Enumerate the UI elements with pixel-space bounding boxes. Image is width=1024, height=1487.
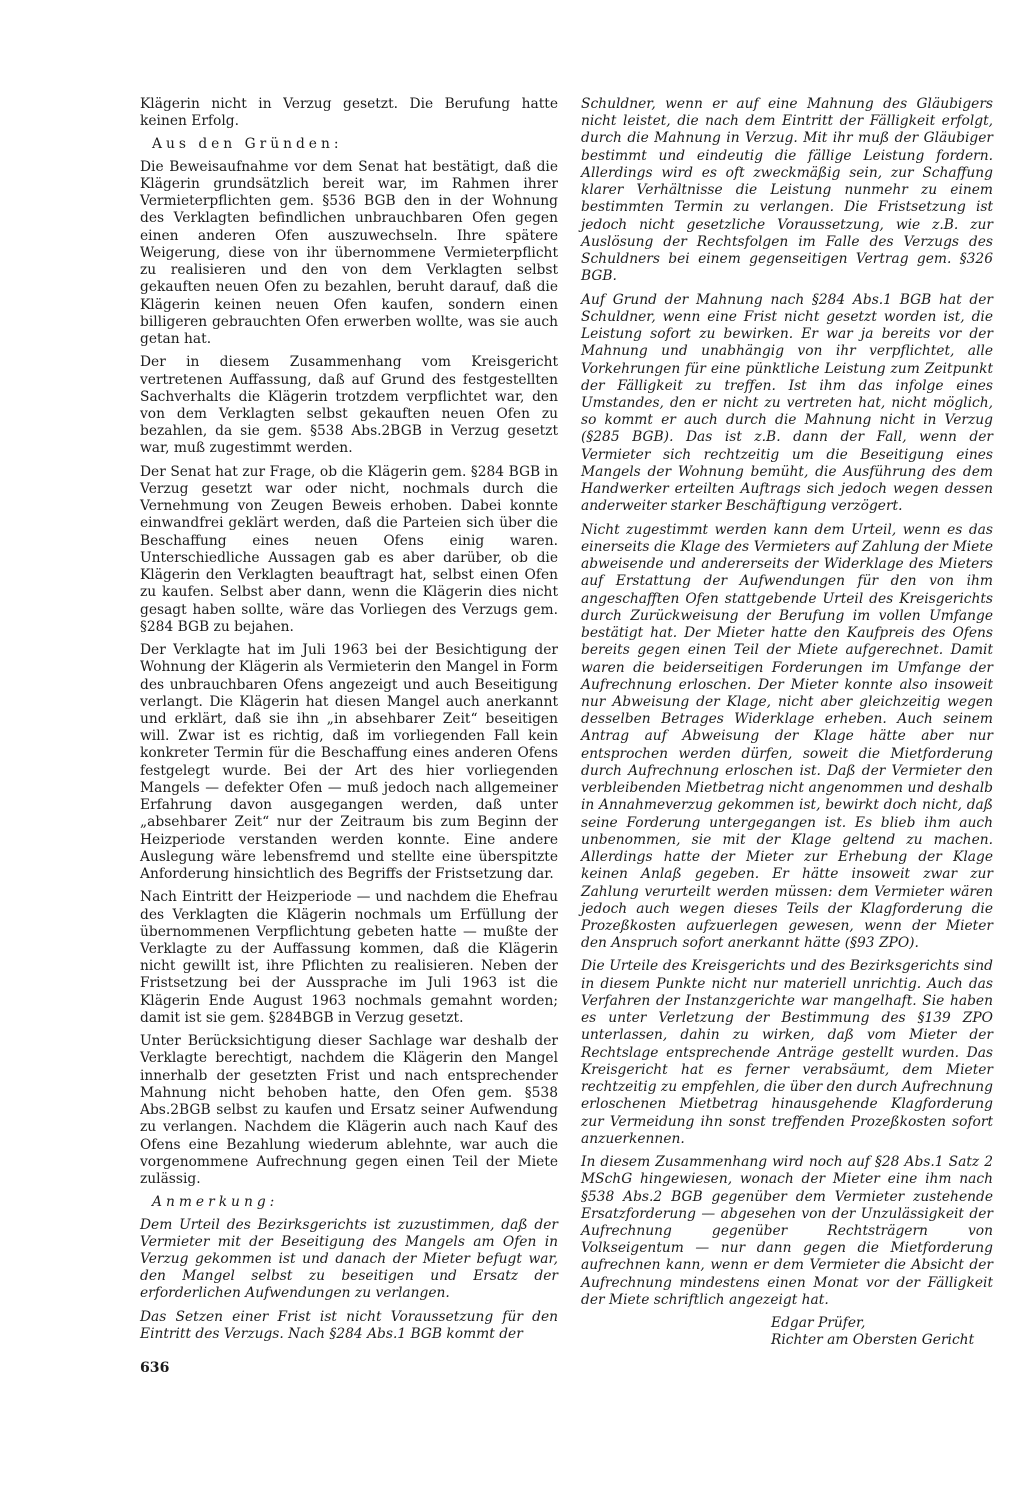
annotation-paragraph: Dem Urteil des Bezirksgerichts ist zuzustimmen, daß der Vermieter mit der Beseitigung des Mangels am Ofen in Verzug gekommen ist und danach der Mieter befugt war, den Mangel selbst zu beseitigen und Ersatz der erforderlichen Aufwendungen zu verlangen. <box>140 1216 558 1302</box>
annotation-paragraph: Schuldner, wenn er auf eine Mahnung des Gläubigers nicht leistet, die nach dem Eintritt der Fälligkeit erfolgt, durch die Mahnung in Verzug. Mit ihr muß der Gläubiger bestimmt und eindeutig die fällige Leistung fordern. Allerdings wird es oft zweckmäßig sein, zur Schaffung klarer Verhältnisse die Leistung nunmehr zu einem bestimmten Termin zu verlangen. Die Fristsetzung ist jedoch nicht gesetzliche Voraussetzung, wie z.B. zur Auslösung der Rechtsfolgen im Falle des Verzugs des Schuldners bei einem gegenseitigen Vertrag gem. §326 BGB. <box>581 96 993 285</box>
annotation-paragraph: Auf Grund der Mahnung nach §284 Abs.1 BGB hat der Schuldner, wenn eine Frist nicht gesetzt worden ist, die Leistung sofort zu bewirken. Er war ja bereits vor der Mahnung und unabhängig von ihr verpflichtet, alle Vorkehrungen für eine pünktliche Leistung zum Zeitpunkt der Fälligkeit zu treffen. Ist ihm das infolge eines Umstandes, den er nicht zu vertreten hat, nicht möglich, so kommt er auch durch die Mahnung nicht in Verzug (§285 BGB). Das ist z.B. dann der Fall, wenn der Vermieter sich rechtzeitig um die Beseitigung eines Mangels der Wohnung bemüht, die Ausführung des dem Handwerker erteilten Auftrags sich jedoch wegen dessen anderweiter starker Beschäftigung verzögert. <box>581 291 993 515</box>
paragraph: Der in diesem Zusammenhang vom Kreisgericht vertretenen Auffassung, daß auf Grund des festgestellten Sachverhalts die Klägerin trotzdem verpflichtet war, den von dem Verklagten selbst gekauften neuen Ofen zu bezahlen, da sie gem. §538 Abs.2BGB in Verzug gesetzt war, muß zugestimmt werden. <box>140 354 558 457</box>
right-column <box>581 96 993 1350</box>
paragraph: Klägerin nicht in Verzug gesetzt. Die Berufung hatte keinen Erfolg. <box>140 96 558 130</box>
annotation-paragraph: Die Urteile des Kreisgerichts und des Bezirksgerichts sind in diesem Punkte nicht nur materiell unrichtig. Auch das Verfahren der Instanzgerichte war mangelhaft. Sie haben es unter Verletzung der Bestimmung des §139 ZPO unterlassen, dahin zu wirken, daß vom Mieter der Rechtslage entsprechende Anträge gestellt wurden. Das Kreisgericht hat es ferner verabsäumt, dem Mieter rechtzeitig zu empfehlen, die über den durch Aufrechnung erloschenen Mietbetrag hinausgehende Klagforderung zur Vermeidung ihn sonst treffenden Prozeßkosten sofort anzuerkennen. <box>581 958 994 1147</box>
author-title: Richter am Obersten Gericht <box>771 1332 975 1349</box>
paragraph: Die Beweisaufnahme vor dem Senat hat bestätigt, daß die Klägerin grundsätzlich bereit war, im Rahmen ihrer Vermieterpflichten gem. §536 BGB den in der Wohnung des Verklagten befindlichen unbrauchbaren Ofen gegen einen anderen Ofen auszuwechseln. Ihre spätere Weigerung, diese von ihr übernommene Vermieterpflicht zu realisieren und den von dem Verklagten selbst gekauften neuen Ofen zu bezahlen, beruht darauf, daß die Klägerin keinen neuen Ofen kaufen, sondern einen billigeren gebrauchten Ofen erwerben wollte, was sie auch getan hat. <box>140 158 558 348</box>
author-name: Edgar Prüfer, <box>771 1315 866 1332</box>
annotation-paragraph: In diesem Zusammenhang wird noch auf §28 Abs.1 Satz 2 MSchG hingewiesen, wonach der Mieter eine ihm nach §538 Abs.2 BGB gegenüber dem Vermieter zustehende Ersatzforderung — abgesehen von der Unzulässigkeit der Aufrechnung gegenüber Rechtsträgern von Volkseigentum — nur dann gegen die Mietforderung aufrechnen kann, wenn er dem Vermieter die Absicht der Aufrechnung mindestens einen Monat vor der Fälligkeit der Miete schriftlich angezeigt hat. <box>581 1154 993 1308</box>
paragraph: Unter Berücksichtigung dieser Sachlage war deshalb der Verklagte berechtigt, nachdem die Klägerin den Mangel innerhalb der gesetzten Frist und nach entsprechender Mahnung nicht behoben hatte, den Ofen gem. §538 Abs.2BGB selbst zu kaufen und Ersatz seiner Aufwendung zu verlangen. Nachdem die Klägerin auch nach Kauf des Ofens eine Bezahlung wiederum ablehnte, war auch die vorgenommene Aufrechnung gegen einen Teil der Miete zulässig. <box>140 1033 558 1188</box>
annotation-paragraph: Das Setzen einer Frist ist nicht Voraussetzung für den Eintritt des Verzugs. Nach §284 Abs.1 BGB kommt der <box>140 1308 558 1342</box>
section-heading: Aus den Gründen: <box>152 136 343 153</box>
annotation-paragraph: Nicht zugestimmt werden kann dem Urteil, wenn es das einerseits die Klage des Vermieters auf Zahlung der Miete abweisende und andererseits der Widerklage des Mieters auf Erstattung der Aufwendungen für den von ihm angeschafften Ofen stattgebende Urteil des Kreisgerichts durch Zurückweisung der Berufung im vollen Umfange bestätigt hat. Der Mieter hatte den Kaufpreis des Ofens bereits gegen einen Teil der Miete aufgerechnet. Damit waren die beiderseitigen Forderungen im Umfange der Aufrechnung erloschen. Der Mieter konnte also insoweit nur Abweisung der Klage, nicht aber gleichzeitig wegen desselben Betrages Widerklage erheben. Auch seinem Antrag auf Abweisung der Klage hätte aber nur entsprochen werden dürfen, soweit die Mietforderung durch Aufrechnung erloschen ist. Daß der Vermieter den verbleibenden Mietbetrag nicht angenommen und deshalb in Annahmeverzug gekommen ist, bewirkt doch nicht, daß seine Forderung untergegangen ist. Es blieb ihm auch unbenommen, sie mit der Klage geltend zu machen. Allerdings hatte der Mieter zur Erhebung der Klage keinen Anlaß gegeben. Er hätte insoweit zwar zur Zahlung verurteilt werden müssen: dem Vermieter wären jedoch auch wegen dieses Teils der Klagforderung die Prozeßkosten aufzuerlegen gewesen, wenn der Mieter den Anspruch sofort anerkannt hätte (§93 ZPO). <box>581 521 993 952</box>
left-column <box>140 96 558 1349</box>
annotation-heading: Anmerkung: <box>152 1194 279 1211</box>
paragraph: Der Verklagte hat im Juli 1963 bei der Besichtigung der Wohnung der Klägerin als Vermieterin den Mangel in Form des unbrauchbaren Ofens angezeigt und auch Beseitigung verlangt. Die Klägerin hat diesen Mangel auch anerkannt und erklärt, daß sie ihn „in absehbarer Zeit“ beseitigen will. Zwar ist es richtig, daß im vorliegenden Fall kein konkreter Termin für die Beschaffung eines anderen Ofens festgelegt wurde. Bei der Art des hier vorliegenden Mangels — defekter Ofen — muß jedoch nach allgemeiner Erfahrung davon ausgegangen werden, daß unter „absehbarer Zeit“ nur der Zeitraum bis zum Beginn der Heizperiode verstanden werden konnte. Eine andere Auslegung wäre lebensfremd und stellte eine überspitzte Anforderung hinsichtlich des Begriffs der Fristsetzung dar. <box>140 642 558 883</box>
paragraph: Der Senat hat zur Frage, ob die Klägerin gem. §284 BGB in Verzug gesetzt war oder nicht, nochmals durch die Vernehmung von Zeugen Beweis erhoben. Dabei konnte einwandfrei geklärt werden, daß die Parteien sich über die Beschaffung eines neuen Ofens einig waren. Unterschiedliche Aussagen gab es aber darüber, ob die Klägerin den Verklagten beauftragt hat, selbst einen Ofen zu kaufen. Selbst aber dann, wenn die Klägerin dies nicht gesagt haben sollte, wäre das Vorliegen des Verzugs gem. §284 BGB zu bejahen. <box>140 463 558 635</box>
paragraph: Nach Eintritt der Heizperiode — und nachdem die Ehefrau des Verklagten die Klägerin nochmals um Erfüllung der übernommenen Verpflichtung gebeten hatte — mußte der Verklagte zu der Auffassung kommen, daß die Klägerin nicht gewillt ist, ihre Pflichten zu realisieren. Neben der Fristsetzung bei der Aussprache im Juli 1963 ist die Klägerin Ende August 1963 nochmals gemahnt worden; damit ist sie gem. §284BGB in Verzug gesetzt. <box>140 889 558 1026</box>
page-number: 636 <box>140 1360 170 1376</box>
